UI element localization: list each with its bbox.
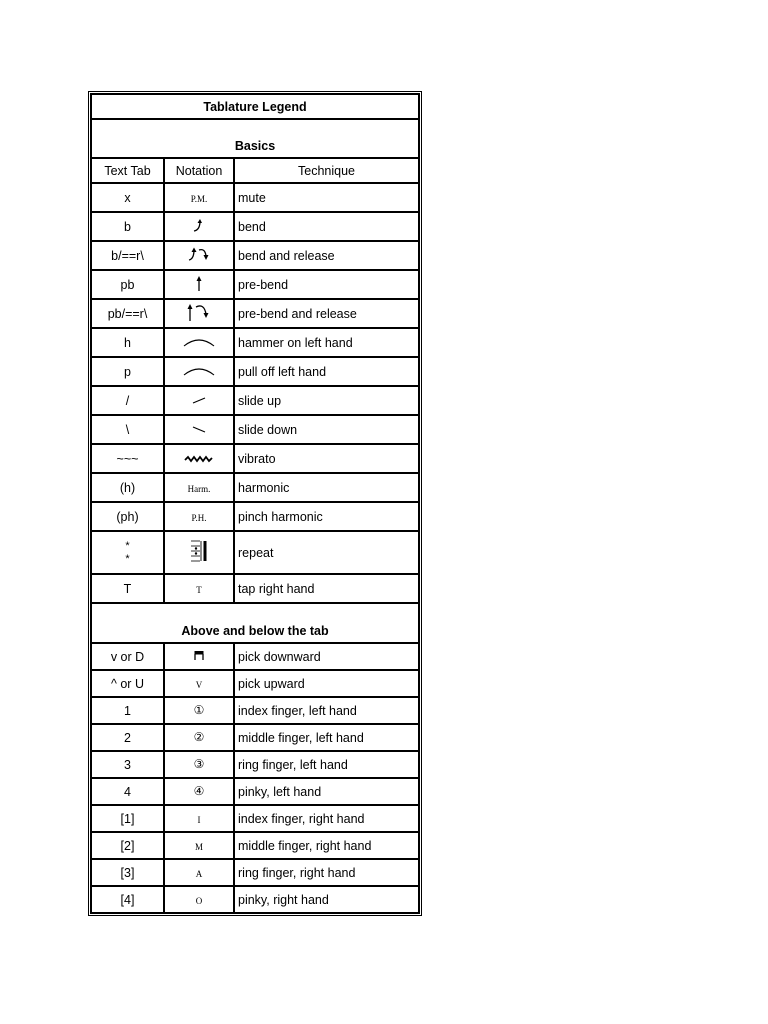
tap-icon: T	[196, 584, 202, 595]
text-tab-cell: [1]	[91, 805, 164, 832]
table-row	[91, 832, 419, 859]
table-row	[91, 859, 419, 886]
text-tab-cell: p	[91, 357, 164, 386]
table-row	[91, 241, 419, 270]
technique-cell: harmonic	[234, 473, 419, 502]
technique-cell: bend and release	[234, 241, 419, 270]
letter-a-icon: A	[195, 868, 203, 879]
table-row	[91, 697, 419, 724]
technique-cell: pick upward	[234, 670, 419, 697]
notation-cell	[164, 886, 234, 913]
notation-cell	[164, 386, 234, 415]
pre-bend-arrow-icon	[193, 274, 205, 292]
pre-bend-release-icon	[184, 302, 214, 322]
legend-title: Tablature Legend	[91, 94, 419, 119]
title-row	[91, 94, 419, 119]
text-tab-cell: \	[91, 415, 164, 444]
table-row	[91, 270, 419, 299]
technique-cell: slide down	[234, 415, 419, 444]
notation-cell	[164, 444, 234, 473]
table-row	[91, 531, 419, 574]
letter-i-icon: I	[197, 814, 201, 825]
text-tab-cell: pb	[91, 270, 164, 299]
section-heading-basics: Basics	[91, 119, 419, 158]
slide-down-icon	[190, 424, 208, 434]
bend-release-icon	[186, 245, 212, 263]
table-row	[91, 299, 419, 328]
technique-cell: pre-bend	[234, 270, 419, 299]
section-heading-above-and-below-the-tab: Above and below the tab	[91, 603, 419, 643]
technique-cell: middle finger, left hand	[234, 724, 419, 751]
text-tab-cell: (ph)	[91, 502, 164, 531]
table-row	[91, 724, 419, 751]
notation-cell	[164, 531, 234, 574]
text-tab-cell: T	[91, 574, 164, 603]
text-tab-cell: 3	[91, 751, 164, 778]
technique-cell: pinky, right hand	[234, 886, 419, 913]
tablature-legend-table	[90, 93, 420, 914]
palm-mute-icon: P.M.	[190, 193, 208, 204]
notation-cell	[164, 357, 234, 386]
notation-cell	[164, 574, 234, 603]
table-row	[91, 643, 419, 670]
technique-cell: pinky, left hand	[234, 778, 419, 805]
text-tab-cell: 1	[91, 697, 164, 724]
technique-cell: slide up	[234, 386, 419, 415]
repeat-sign-icon	[190, 538, 208, 564]
pinch-harmonic-icon: P.H.	[191, 512, 207, 523]
notation-cell	[164, 751, 234, 778]
slur-arc-icon	[182, 366, 216, 376]
notation-cell	[164, 859, 234, 886]
technique-cell: bend	[234, 212, 419, 241]
technique-cell: pre-bend and release	[234, 299, 419, 328]
notation-cell	[164, 299, 234, 328]
downstroke-icon	[193, 649, 205, 661]
table-row	[91, 183, 419, 212]
notation-cell	[164, 241, 234, 270]
text-tab-cell: [4]	[91, 886, 164, 913]
text-tab-cell: x	[91, 183, 164, 212]
table-row	[91, 473, 419, 502]
text-tab-cell: * *	[91, 531, 164, 574]
text-tab-cell: h	[91, 328, 164, 357]
notation-cell	[164, 183, 234, 212]
notation-cell	[164, 697, 234, 724]
notation-cell	[164, 724, 234, 751]
technique-cell: index finger, right hand	[234, 805, 419, 832]
technique-cell: ring finger, right hand	[234, 859, 419, 886]
circled-two-icon: ②	[193, 730, 205, 744]
text-tab-cell: pb/==r\	[91, 299, 164, 328]
notation-cell	[164, 778, 234, 805]
column-header-notation: Notation	[164, 158, 234, 183]
technique-cell: vibrato	[234, 444, 419, 473]
technique-cell: hammer on left hand	[234, 328, 419, 357]
text-tab-cell: v or D	[91, 643, 164, 670]
technique-cell: pick downward	[234, 643, 419, 670]
text-tab-cell: 2	[91, 724, 164, 751]
notation-cell	[164, 270, 234, 299]
text-tab-cell: ~~~	[91, 444, 164, 473]
vibrato-icon	[184, 455, 214, 463]
text-tab-cell: ^ or U	[91, 670, 164, 697]
table-row	[91, 415, 419, 444]
table-row	[91, 357, 419, 386]
technique-cell: repeat	[234, 531, 419, 574]
technique-cell: middle finger, right hand	[234, 832, 419, 859]
table-row	[91, 502, 419, 531]
technique-cell: tap right hand	[234, 574, 419, 603]
notation-cell	[164, 832, 234, 859]
notation-cell	[164, 212, 234, 241]
table-row	[91, 212, 419, 241]
table-row	[91, 574, 419, 603]
notation-cell	[164, 643, 234, 670]
technique-cell: ring finger, left hand	[234, 751, 419, 778]
table-row	[91, 444, 419, 473]
circled-three-icon: ③	[193, 757, 205, 771]
table-row	[91, 751, 419, 778]
technique-cell: pinch harmonic	[234, 502, 419, 531]
text-tab-cell: [3]	[91, 859, 164, 886]
technique-cell: index finger, left hand	[234, 697, 419, 724]
notation-cell	[164, 502, 234, 531]
notation-cell	[164, 328, 234, 357]
text-tab-cell: /	[91, 386, 164, 415]
circled-one-icon: ①	[193, 703, 205, 717]
text-tab-cell: 4	[91, 778, 164, 805]
bend-arrow-icon	[191, 217, 207, 233]
letter-m-icon: M	[194, 841, 203, 852]
slide-up-icon	[190, 395, 208, 405]
notation-cell	[164, 670, 234, 697]
letter-o-icon: O	[195, 895, 203, 906]
table-row	[91, 778, 419, 805]
table-row	[91, 805, 419, 832]
text-tab-cell: [2]	[91, 832, 164, 859]
harmonic-icon: Harm.	[187, 483, 211, 494]
table-row	[91, 670, 419, 697]
technique-cell: mute	[234, 183, 419, 212]
section-heading-row	[91, 603, 419, 643]
table-row	[91, 386, 419, 415]
column-header-technique: Technique	[234, 158, 419, 183]
text-tab-cell: b/==r\	[91, 241, 164, 270]
section-heading-row	[91, 119, 419, 158]
slur-arc-icon	[182, 337, 216, 347]
table-row	[91, 328, 419, 357]
text-tab-cell: (h)	[91, 473, 164, 502]
technique-cell: pull off left hand	[234, 357, 419, 386]
notation-cell	[164, 805, 234, 832]
table-row	[91, 886, 419, 913]
upstroke-icon: V	[195, 679, 203, 690]
column-header-row	[91, 158, 419, 183]
column-header-text-tab: Text Tab	[91, 158, 164, 183]
notation-cell	[164, 415, 234, 444]
text-tab-cell: b	[91, 212, 164, 241]
legend-body	[91, 94, 419, 913]
circled-four-icon: ④	[193, 784, 205, 798]
notation-cell	[164, 473, 234, 502]
